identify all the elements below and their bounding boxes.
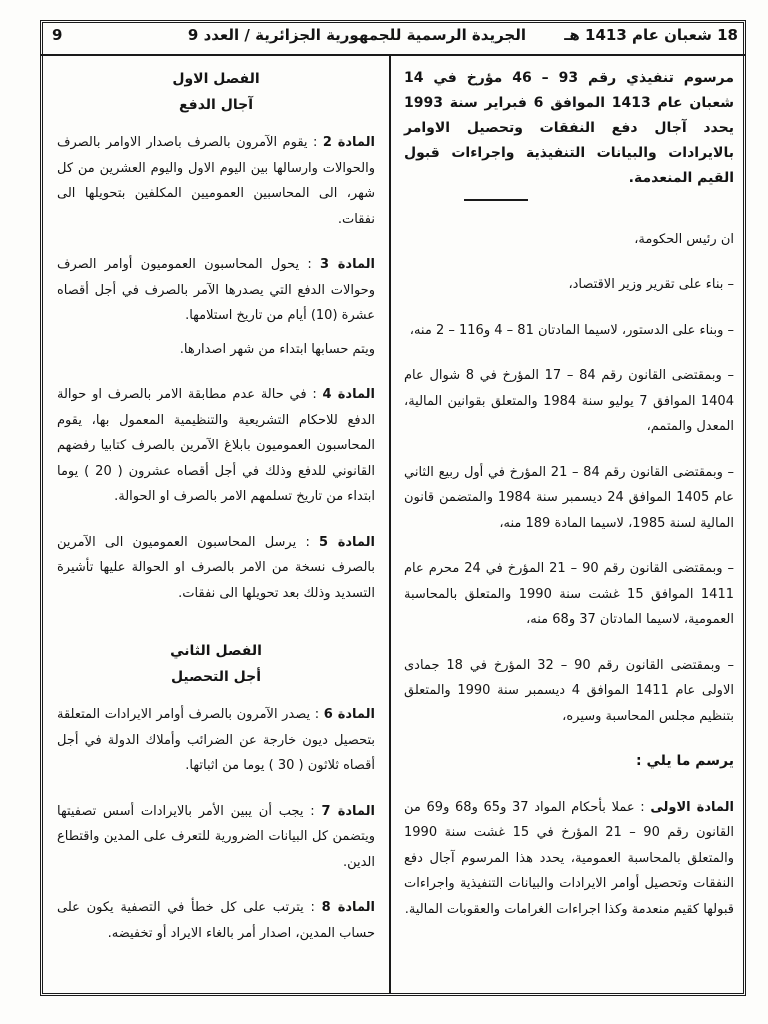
chapter-2-subtitle: أجل التحصيل — [170, 669, 262, 685]
article-5 — [57, 530, 375, 607]
recital-4: – وبمقتضى القانون رقم 84 – 21 المؤرخ في أول ربيع الثاني عام 1405 الموافق 24 ديسمبر سنة 1984 والمتضمن قانون المالية لسنة 1985، لاسيما المادة 189 منه، — [404, 464, 735, 531]
recital-6: – وبمقتضى القانون رقم 90 – 32 المؤرخ في 18 جمادى الاولى عام 1411 الموافق 4 ديسمبر سنة 1990 والمتعلق بتنظيم مجلس المحاسبة وسيره، — [404, 657, 735, 724]
article-4 — [57, 382, 375, 510]
article-2-label: المادة 2 — [322, 135, 375, 150]
article-6 — [57, 702, 375, 779]
header-title: الجريدة الرسمية للجمهورية الجزائرية / العدد 9 — [187, 26, 526, 44]
left-column — [57, 66, 375, 966]
decree-title: مرسوم تنفيذي رقم 93 – 46 مؤرخ في 14 شعبان عام 1413 الموافق 6 فبراير سنة 1993 يحدد آجال دفع النفقات وتحصيل الاوامر بالايرادات والبيانات التنفيذية واجراءات قبول القيم المنعدمة. — [404, 70, 734, 186]
article-3-text-2: ويتم حسابها ابتداء من شهر اصدارها. — [179, 341, 375, 357]
article-7-label: المادة 7 — [321, 803, 375, 819]
article-7-text: : يجب أن يبين الأمر بالايرادات أسس تصفيتها ويتضمن كل البيانات الضرورية للتعرف على المدين واقتطاع الدين. — [57, 803, 375, 870]
page-number: 9 — [52, 26, 63, 44]
recital-1: – بناء على تقرير وزير الاقتصاد، — [568, 277, 734, 292]
article-5-label: المادة 5 — [319, 534, 375, 550]
right-column — [404, 66, 734, 942]
chapter-1-subtitle: آجال الدفع — [178, 97, 254, 113]
article-5-text: : يرسل المحاسبون العموميون الى الآمرين بالصرف نسخة من الامر بالصرف او الحوالة عليها تأشيرة التسديد وذلك بعد تحويلها الى نفقات. — [57, 534, 375, 601]
recital-5: – وبمقتضى القانون رقم 90 – 21 المؤرخ في 24 محرم عام 1411 الموافق 15 غشت سنة 1990 والمتعلق بالمحاسبة العمومية، لاسيما المادتان 37 و68 منه، — [404, 561, 735, 627]
article-4-text: : في حالة عدم مطابقة الامر بالصرف او حوالة الدفع للاحكام التشريعية والتنظيمية المعمول بها، يقوم المحاسبون العموميون بابلاغ الآمرين بالصرف كتابيا رفضهم القانوني للدفع وذلك في أجل أقصاه عشرون ( 20 ) يوما ابتداء من تاريخ تسلمهم الامر بالصرف او الحوالة. — [57, 387, 375, 504]
decrees-line: يرسم ما يلي : — [636, 753, 734, 769]
article-1-label: المادة الاولى — [650, 799, 734, 815]
article-8 — [57, 895, 375, 946]
title-rule — [464, 199, 528, 201]
head-of-government: ان رئيس الحكومة، — [634, 231, 734, 247]
article-4-label: المادة 4 — [322, 387, 376, 402]
article-6-label: المادة 6 — [323, 707, 375, 722]
article-3-text: : يحول المحاسبون العموميون أوامر الصرف وحوالات الدفع التي يصدرها الآمر بالصرف في أجل أقصاه عشرة (10) أيام من تاريخ استلامها. — [57, 257, 375, 323]
article-1-text: : عملا بأحكام المواد 37 و65 و68 و69 من القانون رقم 90 – 21 المؤرخ في 15 غشت سنة 1990 والمتعلق بالمحاسبة العمومية، يحدد هذا المرسوم آجال دفع النفقات وتحصيل أوامر الايرادات والبيانات التنفيذية واجراءات قبولها كقيم منعدمة وكذا اجراءات الغرامات والعقوبات المالية. — [404, 799, 735, 917]
header-date: 18 شعبان عام 1413 هـ — [564, 26, 738, 44]
page-header — [40, 20, 746, 56]
recital-3: – وبمقتضى القانون رقم 84 – 17 المؤرخ في 8 شوال عام 1404 الموافق 7 يوليو سنة 1984 والمتعلق بقوانين المالية، المعدل والمتمم، — [404, 368, 735, 434]
article-3 — [57, 252, 375, 329]
chapter-1-title: الفصل الاول — [172, 71, 260, 87]
article-2-text: : يقوم الآمرون بالصرف باصدار الاوامر بالصرف والحوالات وارسالها بين اليوم الاول واليوم العشرين من كل شهر، الى المحاسبين العموميين المكلفين بتحويلها الى نفقات. — [57, 135, 375, 227]
article-6-text: : يصدر الآمرون بالصرف أوامر الايرادات المتعلقة بتحصيل ديون خارجة عن الضرائب وأملاك الدولة في أجل أقصاه ثلاثون ( 30 ) يوما من اثباتها. — [57, 707, 375, 773]
article-1 — [404, 795, 734, 923]
column-divider — [389, 56, 391, 993]
recital-2: – وبناء على الدستور، لاسيما المادتان 81 – 4 و116 – 2 منه، — [409, 322, 734, 338]
article-2 — [57, 130, 375, 232]
article-8-label: المادة 8 — [321, 900, 375, 915]
chapter-2-title: الفصل الثاني — [170, 643, 262, 659]
article-8-text: : يترتب على كل خطأ في التصفية يكون على حساب المدين، اصدار أمر بالغاء الايراد أو تخفيضه. — [57, 900, 375, 941]
article-7 — [57, 799, 375, 876]
article-3-label: المادة 3 — [320, 257, 375, 272]
